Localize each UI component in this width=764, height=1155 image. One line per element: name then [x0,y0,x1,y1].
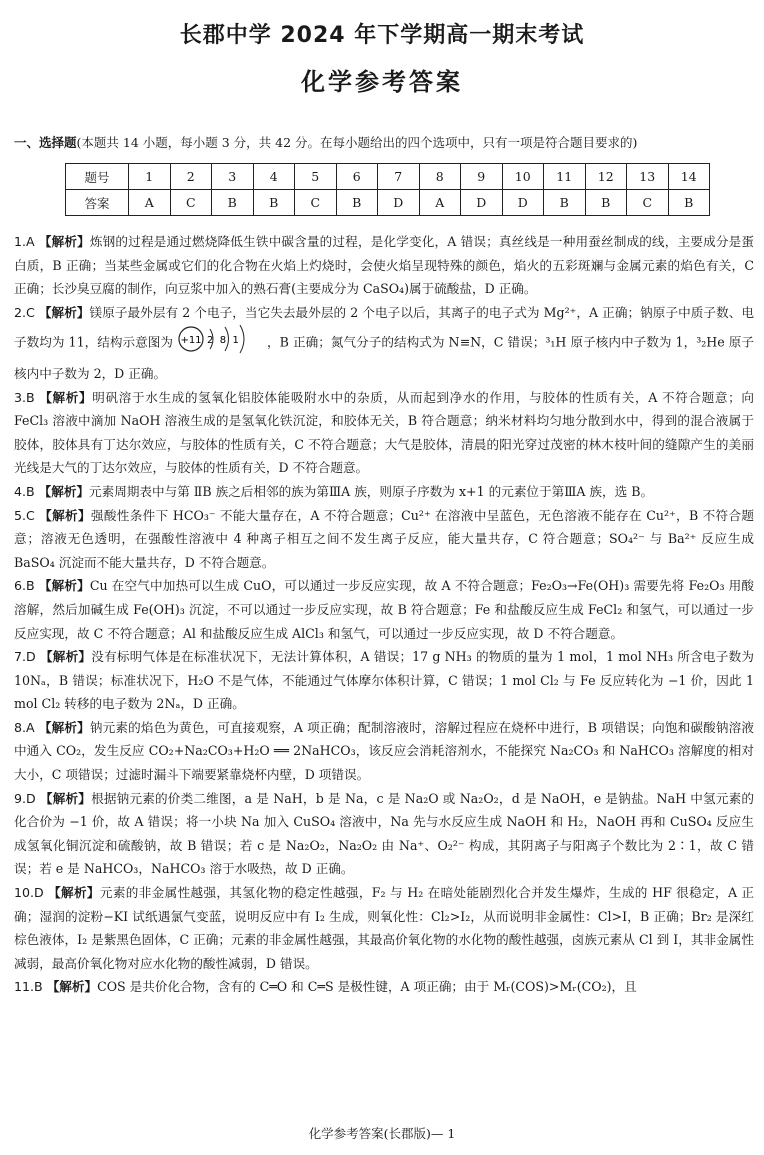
explain-label: 【解析】 [38,304,90,320]
item-text: 明矾溶于水生成的氢氧化铝胶体能吸附水中的杂质，从而起到净水的作用，与胶体的性质有关，A 不符合题意；向 FeCl₃ 溶液中滴加 NaOH 溶液生成的是氢氧化铁沉淀，和胶体无关，B 符合题意；纳米材料均匀地分散到水中，得到的混合液属于胶体，胶体具有丁达尔效应，与胶体的性质有关，C 不符合题意；大气是胶体，清晨的阳光穿过茂密的林木枝叶间的缝隙产生的美丽光线是大气的丁达尔效应，与胶体的性质有关，D 不符合题意。 [14,389,754,476]
sodium-atom-structure-diagram [177,324,263,362]
answer-letter: B [336,190,378,216]
explanation-item-4 [14,480,754,504]
explanation-item-9 [14,787,754,881]
question-number: 2 [170,164,212,190]
item-text: ，B 正确；氮气分子的结构式为 N≡N，C 错误；³₁H 原子核内中子数为 1，³₂He 原子核内中子数为 2，D 正确。 [14,334,754,381]
explain-label: 【解析】 [48,885,100,901]
item-text: 炼钢的过程是通过燃烧降低生铁中碳含量的过程，是化学变化，A 错误；真丝线是一种用蚕丝制成的线，主要成分是蛋白质，B 正确；当某些金属或它们的化合物在火焰上灼烧时，会使火焰呈现特殊的颜色，焰火的五彩斑斓与金属元素的焰色有关，C 正确；长沙臭豆腐的制作，向豆浆中加入的熟石膏(主要成分为 CaSO₄)属于硫酸盐，D 正确。 [14,234,754,297]
item-number: 1.A [14,234,35,249]
answer-letter: A [419,190,461,216]
item-number: 5.C [14,507,35,523]
question-number: 8 [419,164,461,190]
question-number: 10 [502,164,544,190]
question-number: 11 [544,164,586,190]
explanation-item-5 [14,504,754,575]
item-number: 3.B [14,389,35,405]
explain-label: 【解析】 [38,234,90,249]
answer-letter: C [627,190,669,216]
item-number: 6.B [14,578,35,594]
answer-table-row-numbers [66,164,710,190]
item-number: 8.A [14,719,35,735]
nucleus-charge: +11 [180,335,202,347]
explanation-item-6 [14,574,754,645]
row-label-answers: 答案 [66,190,129,216]
item-text: 镁原子最外层有 2 个电子，当它失去最外层的 2 个电子以后，其离子的电子式为 Mg²⁺，A 正确；钠原子中质子数、电子数均为 11，结构示意图为 [14,304,754,350]
answer-letter: D [461,190,503,216]
explain-label: 【解析】 [39,389,93,405]
explanation-item-3 [14,386,754,480]
answer-letter: B [544,190,586,216]
question-number: 6 [336,164,378,190]
answer-letter: D [502,190,544,216]
row-label-numbers: 题号 [66,164,129,190]
answer-letter: B [212,190,254,216]
answer-table [65,163,710,216]
answer-letter: C [295,190,337,216]
item-number: 7.D [14,649,36,665]
item-number: 11.B [14,979,43,995]
item-text: 元素的非金属性越强，其氢化物的稳定性越强，F₂ 与 H₂ 在暗处能剧烈化合并发生爆炸，生成的 HF 很稳定，A 正确；湿润的淀粉−KI 试纸遇氯气变蓝，说明反应中有 I₂ 生成，则氧化性：Cl₂>I₂，从而说明非金属性：Cl>I，B 正确；Br₂ 是深红棕色液体，I₂ 是紫黑色固体，C 正确；元素的非金属性越强，其最高价氧化物的水化物的酸性越强，卤族元素从 Cl 到 I，其非金属性减弱，最高价氧化物对应水化物的酸性减弱，D 错误。 [14,885,754,971]
item-text: 没有标明气体是在标准状况下，无法计算体积，A 错误；17 g NH₃ 的物质的量为 1 mol，1 mol NH₃ 所含电子数为 10Nₐ，B 错误；标准状况下，H₂O 不是气体，不能通过气体摩尔体积计算，C 错误；1 mol Cl₂ 与 Fe 反应转化为 −1 价，因此 1 mol Cl₂ 转移的电子数为 2Nₐ，D 正确。 [14,649,754,712]
explanation-item-1 [14,230,754,301]
item-number: 4.B [14,483,35,499]
answer-letter: B [253,190,295,216]
question-number: 9 [461,164,503,190]
section-heading [14,134,754,152]
answer-letter: B [668,190,710,216]
electron-shells: 2 8 1 [207,335,239,347]
explain-label: 【解析】 [38,578,90,594]
explanation-item-11 [14,975,754,999]
page-footer: 化学参考答案(长郡版)— 1 [308,1126,456,1141]
section-note: (本题共 14 小题，每小题 3 分，共 42 分。在每小题给出的四个选项中，只有一项是符合题目要求的) [76,135,638,150]
explanation-item-7 [14,645,754,716]
explain-label: 【解析】 [38,719,90,735]
exam-title: 长郡中学 2024 年下学期高一期末考试 [179,23,585,48]
section-label: 一、选择题 [14,135,77,150]
answer-letter: A [129,190,171,216]
item-text: Cu 在空气中加热可以生成 CuO，可以通过一步反应实现，故 A 不符合题意；Fe₂O₃→Fe(OH)₃ 需要先将 Fe₂O₃ 用酸溶解，然后加碱生成 Fe(OH)₃ 沉淀，不可以通过一步反应实现，故 B 符合题意；Fe 和盐酸反应生成 FeCl₂ 和氢气，可以通过一步反应实现，故 C 不符合题意；Al 和盐酸反应生成 AlCl₃ 和氢气，可以通过一步反应实现，故 D 不符合题意。 [14,578,754,641]
question-number: 13 [627,164,669,190]
question-number: 12 [585,164,627,190]
explain-label: 【解析】 [38,483,90,499]
item-text: 强酸性条件下 HCO₃⁻ 不能大量存在，A 不符合题意；Cu²⁺ 在溶液中呈蓝色，无色溶液不能存在 Cu²⁺，B 不符合题意；溶液无色透明，在强酸性溶液中 4 种离子相互之间不发生离子反应，能大量共存，C 符合题意；SO₄²⁻ 与 Ba²⁺ 反应生成 BaSO₄ 沉淀而不能大量共存，D 不符合题意。 [14,507,754,570]
question-number: 1 [129,164,171,190]
explain-label: 【解析】 [39,649,92,665]
item-number: 2.C [14,304,35,320]
question-number: 5 [295,164,337,190]
answer-letter: D [378,190,420,216]
explanation-item-2 [14,301,754,386]
item-text: 钠元素的焰色为黄色，可直接观察，A 项正确；配制溶液时，溶解过程应在烧杯中进行，B 项错误；向饱和碳酸钠溶液中通入 CO₂，发生反应 CO₂+Na₂CO₃+H₂O ══ 2NaHCO₃，该反应会消耗溶剂水，不能探究 Na₂CO₃ 和 NaHCO₃ 溶解度的相对大小，C 项错误；过滤时漏斗下端要紧靠烧杯内壁，D 项错误。 [14,719,754,783]
question-number: 14 [668,164,710,190]
answer-letter: C [170,190,212,216]
explain-label: 【解析】 [39,790,92,806]
explanation-list [14,230,754,999]
answer-table-row-answers [66,190,710,216]
item-number: 10.D [14,885,44,901]
question-number: 3 [212,164,254,190]
item-text: COS 是共价化合物，含有的 C═O 和 C═S 是极性键，A 项正确；由于 Mᵣ(COS)>Mᵣ(CO₂)，且 [97,979,637,995]
item-text: 元素周期表中与第 ⅡB 族之后相邻的族为第ⅢA 族，则原子序数为 x+1 的元素位于第ⅢA 族，选 B。 [89,483,654,499]
item-text: 根据钠元素的价类二维图，a 是 NaH，b 是 Na，c 是 Na₂O 或 Na₂O₂，d 是 NaOH，e 是钠盐。NaH 中氢元素的化合价为 −1 价，故 A 错误；将一小块 Na 加入 CuSO₄ 溶液中，Na 先与水反应生成 NaOH 和 H₂，NaOH 再和 CuSO₄ 反应生成氢氧化铜沉淀和硫酸钠，故 B 错误；若 c 是 Na₂O₂，Na₂O₂ 由 Na⁺、O₂²⁻ 构成，其阴离子与阳离子个数比为 2∶1，故 C 错误；若 e 是 NaHCO₃，NaHCO₃ 溶于水吸热，故 D 正确。 [14,790,754,877]
explain-label: 【解析】 [39,507,91,523]
item-number: 9.D [14,790,36,806]
explanation-item-10 [14,881,754,975]
explanation-item-8 [14,716,754,787]
answer-letter: B [585,190,627,216]
explain-label: 【解析】 [46,979,98,995]
question-number: 7 [378,164,420,190]
question-number: 4 [253,164,295,190]
answer-key-title: 化学参考答案 [301,68,463,96]
